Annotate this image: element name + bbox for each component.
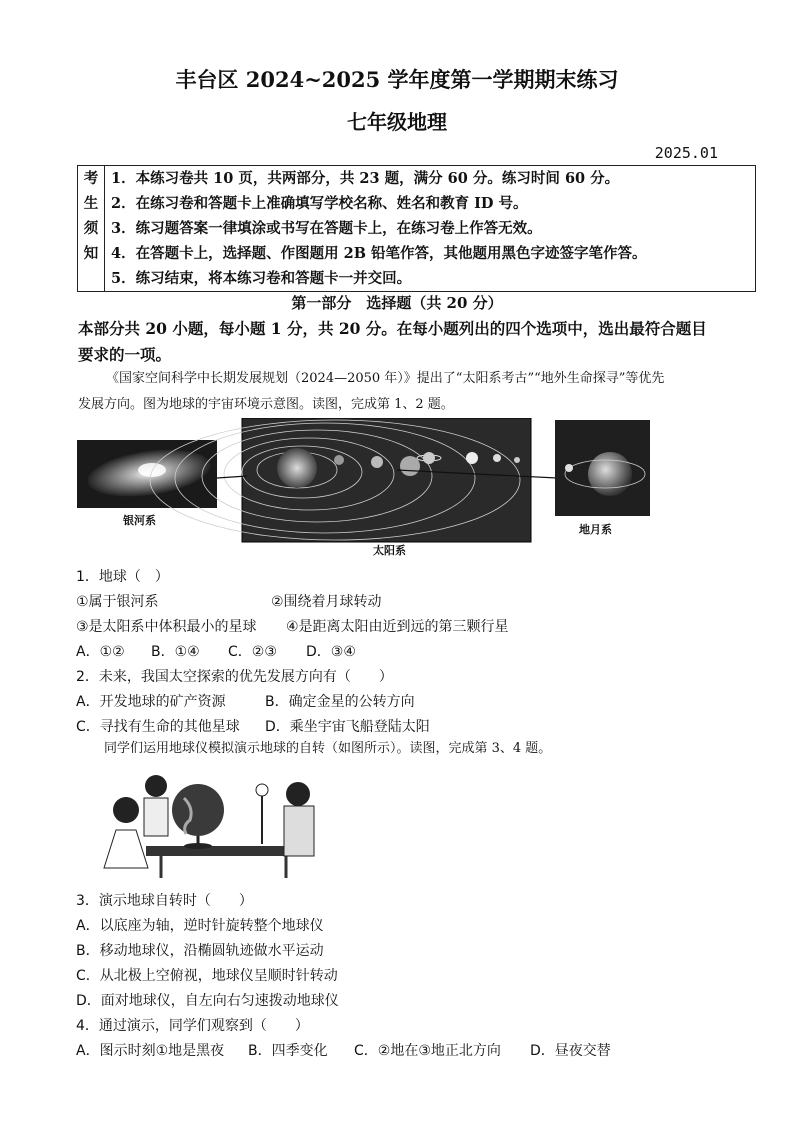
question-1-stem: 1．地球（ ） — [76, 569, 169, 585]
planet-icon — [466, 452, 478, 464]
part1-intro-line: 本部分共 20 小题，每小题 1 分，共 20 分。在每小题列出的四个选项中，选出最符合题目 — [78, 319, 707, 338]
part1-intro — [78, 316, 718, 368]
q1-statement: ②围绕着月球转动 — [271, 594, 382, 610]
exam-date: 2025.01 — [654, 144, 718, 162]
globe-icon — [172, 784, 224, 836]
galaxy-label: 银河系 — [123, 514, 156, 527]
passage-1-line: 发展方向。图为地球的宇宙环境示意图。读图，完成第 1、2 题。 — [78, 397, 454, 412]
passage-1-line: 《国家空间科学中长期发展规划（2024—2050 年）》提出了“太阳系考古”“地外生命探寻”等优先 — [106, 371, 665, 386]
q4-option-d[interactable]: D．昼夜交替 — [530, 1043, 611, 1059]
q1-option-a[interactable]: A．①② — [76, 644, 125, 660]
q2-option-c[interactable]: C．寻找有生命的其他星球 — [76, 719, 240, 735]
cosmic-environment-figure — [77, 418, 651, 560]
part1-heading: 第一部分 选择题（共 20 分） — [291, 294, 503, 312]
planet-icon — [514, 457, 520, 463]
lamp-icon — [256, 784, 268, 796]
exam-subtitle: 七年级地理 — [347, 110, 447, 134]
planet-icon — [371, 456, 383, 468]
notice-side-char: 知 — [83, 245, 99, 262]
part1-intro-line: 要求的一项。 — [78, 345, 172, 364]
q3-option-a[interactable]: A．以底座为轴，逆时针旋转整个地球仪 — [76, 918, 324, 934]
globe-demo-svg — [86, 768, 332, 880]
notice-side-char: 须 — [83, 220, 99, 237]
notice-side-char: 生 — [83, 195, 99, 212]
student-icon — [113, 797, 139, 823]
table — [146, 846, 296, 856]
notice-rule: 5．练习结束，将本练习卷和答题卡一并交回。 — [111, 270, 412, 287]
q2-option-b[interactable]: B．确定金星的公转方向 — [265, 694, 415, 710]
q2-option-d[interactable]: D．乘坐宇宙飞船登陆太阳 — [265, 719, 430, 735]
planet-icon — [423, 452, 435, 464]
notice-side-char: 考 — [83, 170, 99, 187]
q1-statement: ③是太阳系中体积最小的星球 — [76, 619, 257, 635]
q3-option-d[interactable]: D．面对地球仪，自左向右匀速拨动地球仪 — [76, 993, 339, 1009]
notice-rule: 2．在练习卷和答题卡上准确填写学校名称、姓名和教育 ID 号。 — [111, 195, 528, 212]
q4-option-a[interactable]: A．图示时刻①地是黑夜 — [76, 1043, 225, 1059]
q4-option-c[interactable]: C．②地在③地正北方向 — [354, 1043, 501, 1059]
q1-statement: ④是距离太阳由近到远的第三颗行星 — [286, 619, 509, 635]
question-3-stem: 3．演示地球自转时（ ） — [76, 893, 253, 909]
q1-option-d[interactable]: D．③④ — [306, 644, 356, 660]
notice-rule: 3．练习题答案一律填涂或书写在答题卡上，在练习卷上作答无效。 — [111, 220, 542, 237]
notice-rules — [105, 166, 756, 292]
q4-option-b[interactable]: B．四季变化 — [248, 1043, 328, 1059]
student-icon — [286, 782, 310, 806]
q1-option-c[interactable]: C．②③ — [228, 644, 277, 660]
passage-2: 同学们运用地球仪模拟演示地球的自转（如图所示）。读图，完成第 3、4 题。 — [104, 741, 552, 756]
notice-rule: 4．在答题卡上，选择题、作图题用 2B 铅笔作答，其他题用黑色字迹签字笔作答。 — [111, 245, 647, 262]
question-4-stem: 4．通过演示，同学们观察到（ ） — [76, 1018, 309, 1034]
exam-title: 丰台区 2024~2025 学年度第一学期期末练习 — [175, 67, 619, 92]
earth-icon — [588, 452, 632, 496]
planet-icon — [493, 454, 501, 462]
moon-icon — [565, 464, 573, 472]
passage-1 — [78, 366, 738, 418]
sun-icon — [277, 448, 317, 488]
solar-system-label: 太阳系 — [373, 544, 406, 557]
cosmic-environment-svg — [77, 418, 651, 560]
q3-option-b[interactable]: B．移动地球仪，沿椭圆轨迹做水平运动 — [76, 943, 324, 959]
q2-option-a[interactable]: A．开发地球的矿产资源 — [76, 694, 226, 710]
notice-side-label — [78, 166, 105, 292]
notice-rule: 1．本练习卷共 10 页，共两部分，共 23 题，满分 60 分。练习时间 60 分。 — [111, 170, 620, 187]
candidate-notice-table — [77, 165, 756, 292]
q3-option-c[interactable]: C．从北极上空俯视，地球仪呈顺时针转动 — [76, 968, 338, 984]
student-icon — [145, 775, 167, 797]
planet-icon — [334, 455, 344, 465]
q1-option-b[interactable]: B．①④ — [151, 644, 200, 660]
question-2-stem: 2．未来，我国太空探索的优先发展方向有（ ） — [76, 669, 393, 685]
earth-moon-label: 地月系 — [579, 523, 612, 536]
globe-demo-figure — [86, 768, 332, 880]
q1-statement: ①属于银河系 — [76, 594, 159, 610]
